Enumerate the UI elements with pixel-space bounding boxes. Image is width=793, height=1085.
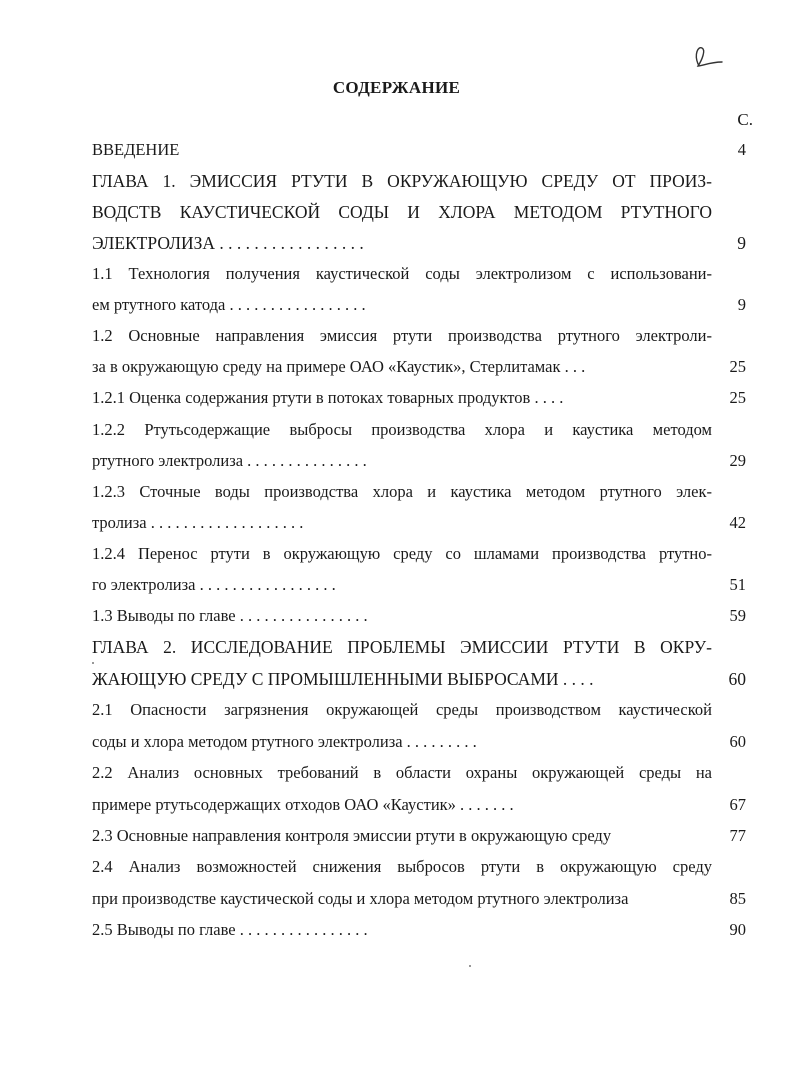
toc-entry-text: го электролиза . . . . . . . . . . . . . . . . .: [92, 575, 336, 594]
toc-entry-text: ВВЕДЕНИЕ: [92, 140, 180, 159]
toc-entry-line: [92, 575, 746, 599]
toc-entry-line: [92, 544, 712, 568]
toc-entry-line: [92, 795, 746, 819]
toc-entry-text: соды и хлора методом ртутного электролиза . . . . . . . . .: [92, 732, 477, 751]
page-column-header: С.: [737, 110, 753, 129]
toc-entry-text: 1.1 Технология получения каустической соды электролизом с использовани-: [92, 264, 712, 283]
scan-speck: [92, 662, 94, 664]
toc-entry-line: [92, 233, 746, 257]
toc-page-number: 9: [737, 295, 746, 314]
toc-page-number: 9: [737, 233, 746, 253]
toc-entry-text: 1.2 Основные направления эмиссия ртути производства ртутного электроли-: [92, 326, 712, 345]
toc-entry-text: 1.2.1 Оценка содержания ртути в потоках товарных продуктов . . . .: [92, 388, 564, 407]
toc-page-number: 90: [729, 920, 746, 939]
toc-entry-line: [92, 482, 712, 506]
toc-entry-line: [92, 202, 712, 226]
toc-entry-text: 1.2.2 Ртутьсодержащие выбросы производства хлора и каустика методом: [92, 420, 712, 439]
toc-entry-line: [92, 732, 746, 756]
toc-page-number: 4: [737, 140, 746, 159]
toc-entry-text: при производстве каустической соды и хлора методом ртутного электролиза: [92, 889, 629, 908]
toc-entry-line: [92, 171, 712, 195]
toc-entry-line: [92, 388, 746, 412]
toc-page-number: 60: [728, 669, 746, 689]
toc-entry-line: [92, 857, 712, 881]
toc-entry-text: 2.2 Анализ основных требований в области охраны окружающей среды на: [92, 763, 712, 782]
toc-entry-line: [92, 140, 746, 164]
toc-entry-line: [92, 513, 746, 537]
toc-entry-line: [92, 326, 712, 350]
toc-entry-line: [92, 606, 746, 630]
toc-entry-text: 2.3 Основные направления контроля эмиссии ртути в окружающую среду: [92, 826, 612, 845]
toc-entry-text: за в окружающую среду на примере ОАО «Каустик», Стерлитамак . . .: [92, 357, 586, 376]
toc-entry-line: [92, 700, 712, 724]
toc-entry-line: [92, 637, 712, 661]
toc-entry-text: 1.2.3 Сточные воды производства хлора и каустика методом ртутного элек-: [92, 482, 712, 501]
toc-entry-text: 1.2.4 Перенос ртути в окружающую среду со шламами производства ртутно-: [92, 544, 712, 563]
toc-page-number: 25: [729, 388, 746, 407]
page-title: СОДЕРЖАНИЕ: [332, 78, 461, 97]
toc-entry-line: [92, 826, 746, 850]
toc-entry-line: [92, 420, 712, 444]
toc-page-number: 67: [729, 795, 746, 814]
toc-page-number: 60: [729, 732, 746, 751]
toc-entry-text: ГЛАВА 2. ИССЛЕДОВАНИЕ ПРОБЛЕМЫ ЭМИССИИ РТУТИ В ОКРУ-: [92, 637, 712, 657]
toc-page-number: 59: [729, 606, 746, 625]
toc-entry-line: [92, 451, 746, 475]
toc-page-number: 42: [729, 513, 746, 532]
toc-entry-text: ВОДСТВ КАУСТИЧЕСКОЙ СОДЫ И ХЛОРА МЕТОДОМ РТУТНОГО: [92, 202, 712, 222]
toc-page-number: 29: [729, 451, 746, 470]
toc-entry-text: ГЛАВА 1. ЭМИССИЯ РТУТИ В ОКРУЖАЮЩУЮ СРЕДУ ОТ ПРОИЗ-: [92, 171, 712, 191]
toc-page-number: 85: [729, 889, 746, 908]
toc-entry-text: 2.1 Опасности загрязнения окружающей среды производством каустической: [92, 700, 712, 719]
handwritten-page-mark: [692, 44, 726, 72]
toc-page-number: 51: [729, 575, 746, 594]
toc-entry-text: 2.4 Анализ возможностей снижения выбросов ртути в окружающую среду: [92, 857, 712, 876]
toc-page-number: 25: [729, 357, 746, 376]
toc-entry-line: [92, 920, 746, 944]
toc-entry-text: ртутного электролиза . . . . . . . . . . . . . . .: [92, 451, 367, 470]
toc-entry-line: [92, 264, 712, 288]
toc-entry-line: [92, 357, 746, 381]
toc-entry-text: ЖАЮЩУЮ СРЕДУ С ПРОМЫШЛЕННЫМИ ВЫБРОСАМИ . . . .: [92, 669, 594, 689]
toc-entry-text: примере ртутьсодержащих отходов ОАО «Каустик» . . . . . . .: [92, 795, 514, 814]
toc-entry-text: ем ртутного катода . . . . . . . . . . . . . . . . .: [92, 295, 366, 314]
toc-entry-line: [92, 669, 746, 693]
toc-entry-text: 1.3 Выводы по главе . . . . . . . . . . . . . . . .: [92, 606, 368, 625]
scan-speck: [469, 965, 471, 967]
toc-entry-line: [92, 889, 746, 913]
toc-entry-line: [92, 295, 746, 319]
toc-page-number: 77: [729, 826, 746, 845]
toc-entry-line: [92, 763, 712, 787]
toc-entry-text: 2.5 Выводы по главе . . . . . . . . . . . . . . . .: [92, 920, 368, 939]
toc-entry-text: ЭЛЕКТРОЛИЗА . . . . . . . . . . . . . . . . .: [92, 233, 364, 253]
toc-entry-text: тролиза . . . . . . . . . . . . . . . . . . .: [92, 513, 304, 532]
